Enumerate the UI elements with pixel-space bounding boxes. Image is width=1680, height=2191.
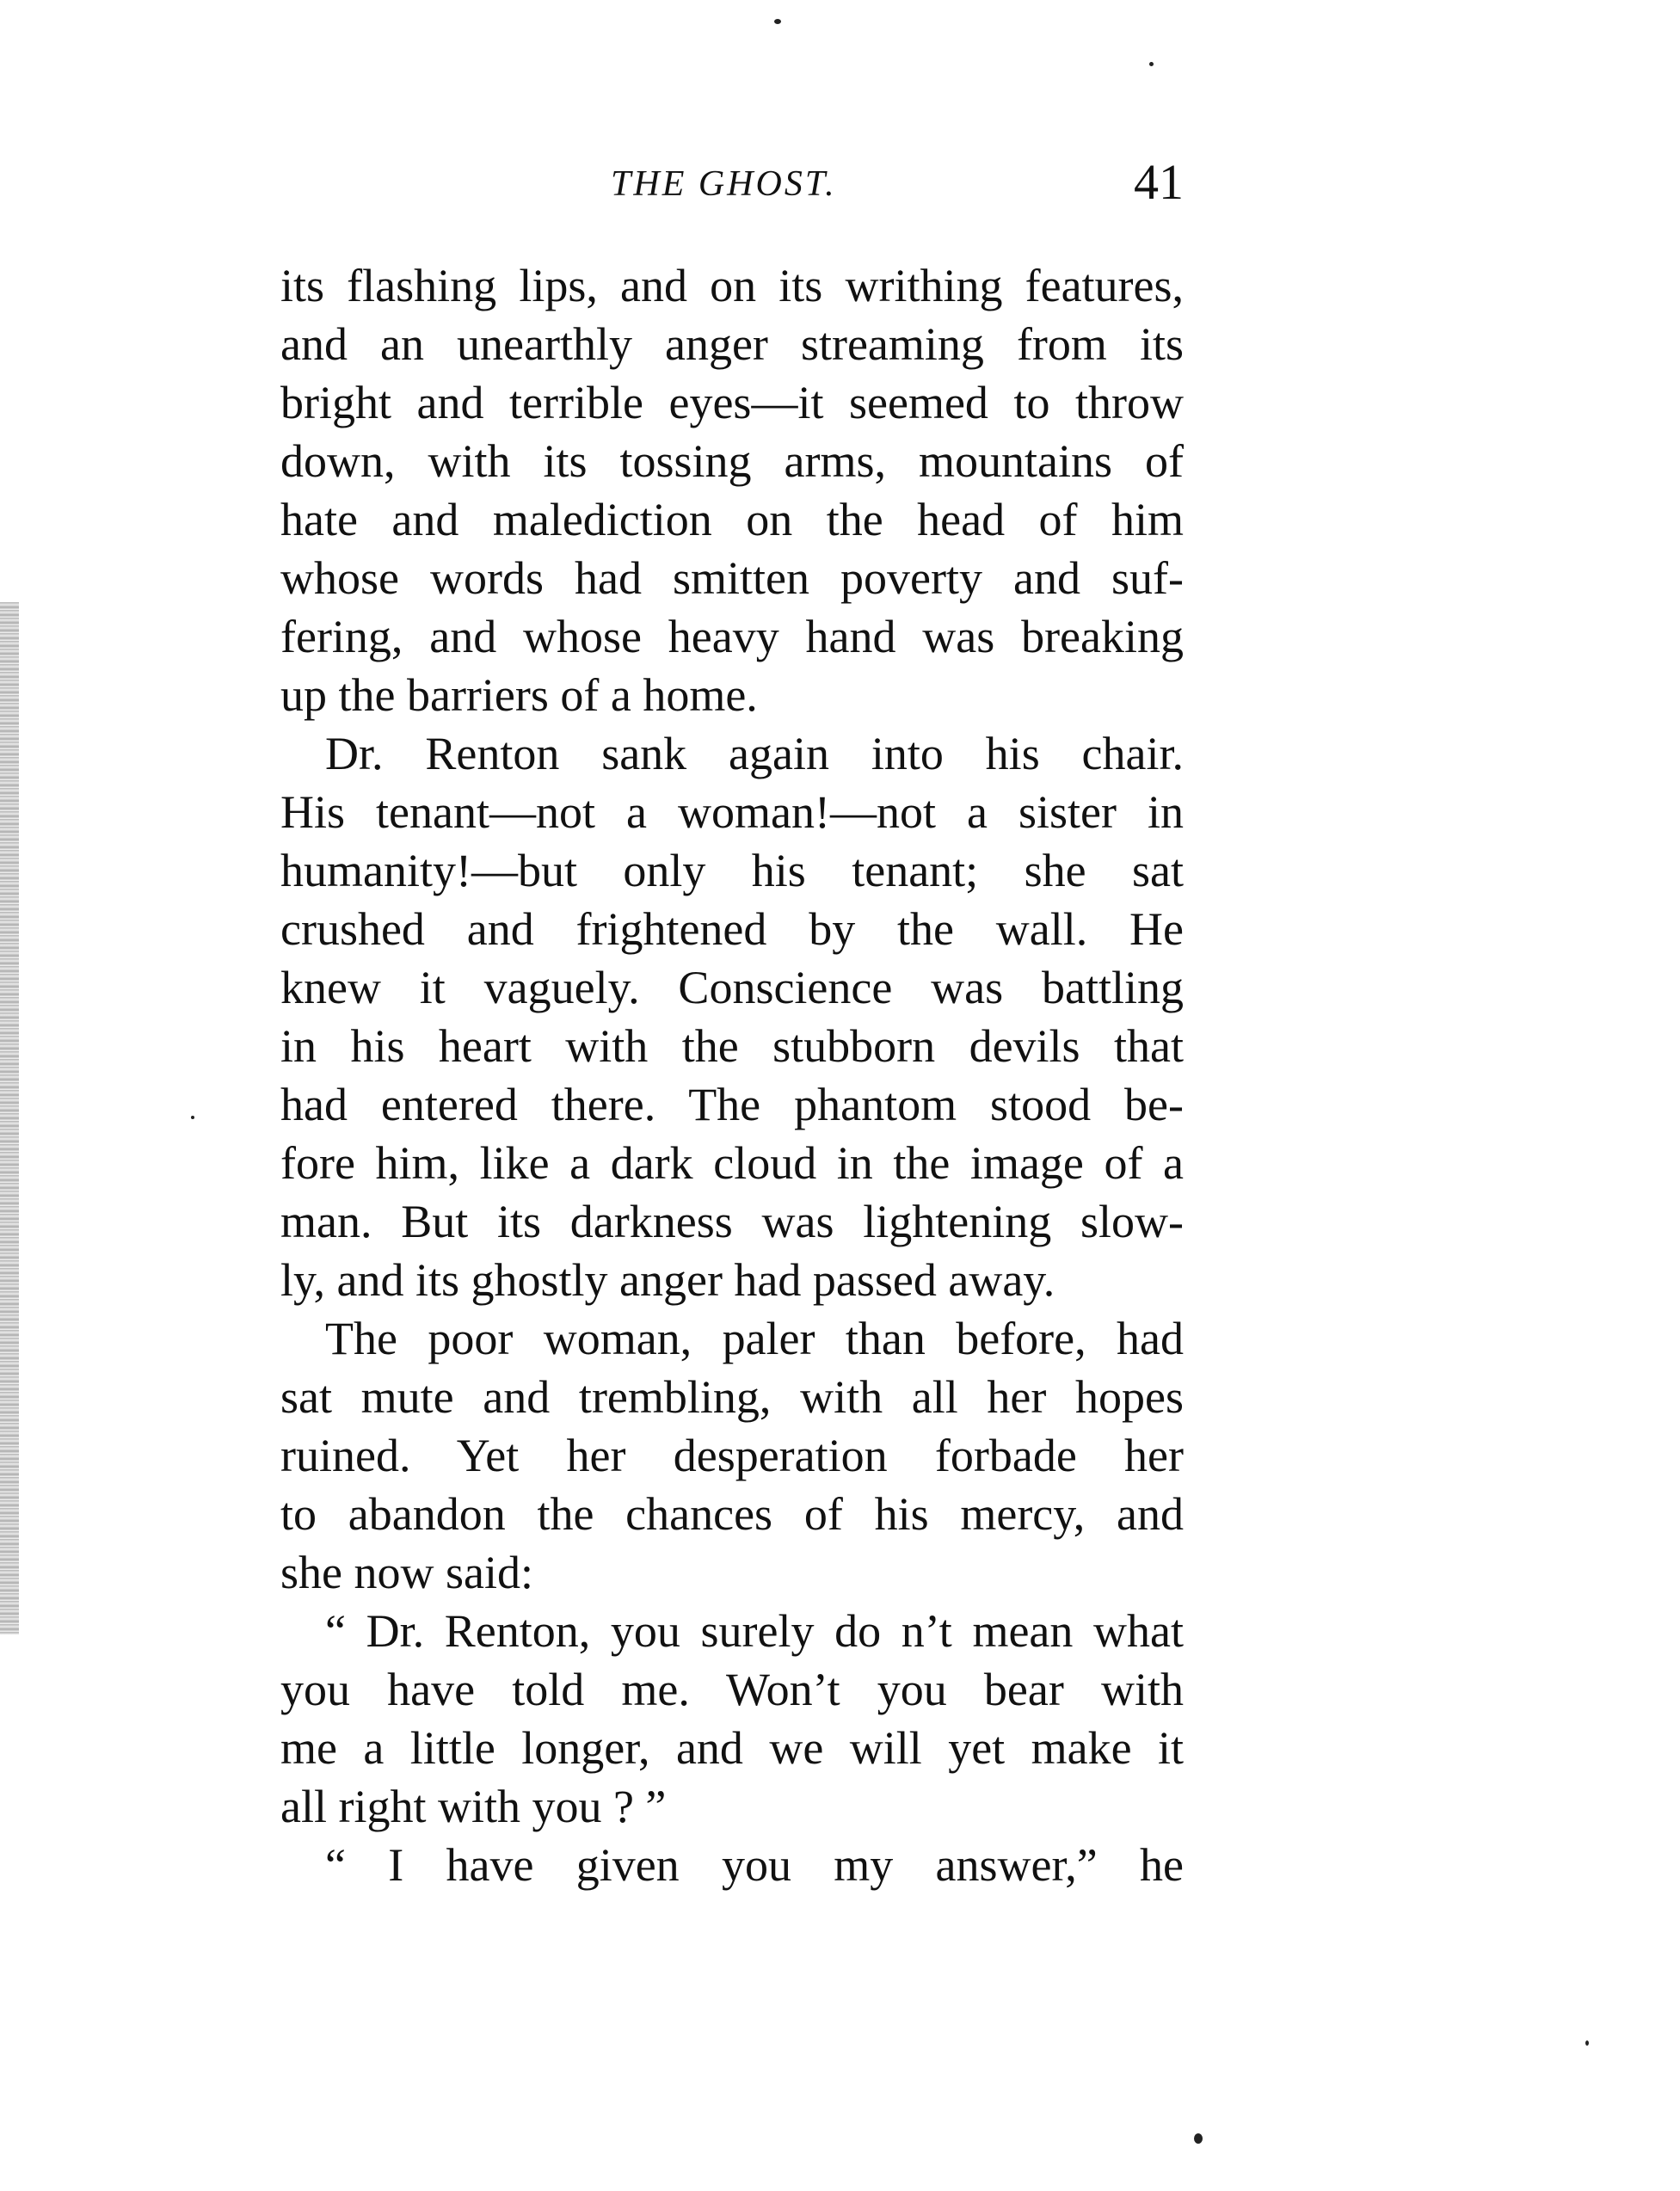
- text-line: up the barriers of a home.: [280, 669, 758, 721]
- text-line: fering, and whose heavy hand was breaking: [280, 611, 1184, 662]
- text-line: its flashing lips, and on its writhing features,: [280, 260, 1184, 311]
- text-line: humanity!—but only his tenant; she sat: [280, 845, 1184, 896]
- text-line: whose words had smitten poverty and suf-: [280, 552, 1184, 604]
- text-line: The poor woman, paler than before, had: [325, 1313, 1184, 1364]
- ink-speck: [774, 19, 781, 24]
- text-line: fore him, like a dark cloud in the image of a: [280, 1137, 1184, 1189]
- text-line: hate and malediction on the head of him: [280, 494, 1184, 545]
- text-line: to abandon the chances of his mercy, and: [280, 1488, 1184, 1540]
- scan-binding-edge: [0, 602, 19, 1634]
- text-line: ly, and its ghostly anger had passed away.: [280, 1254, 1055, 1306]
- ink-speck: [1194, 2133, 1203, 2144]
- ink-speck: [1149, 62, 1154, 66]
- text-line: knew it vaguely. Conscience was battling: [280, 962, 1184, 1013]
- text-line: “ Dr. Renton, you surely do n’t mean what: [325, 1605, 1184, 1657]
- ink-speck: [1585, 2040, 1589, 2046]
- text-line: had entered there. The phantom stood be-: [280, 1079, 1184, 1130]
- text-line: you have told me. Won’t you bear with: [280, 1664, 1184, 1715]
- page-number: 41: [1134, 154, 1184, 210]
- text-line: His tenant—not a woman!—not a sister in: [280, 786, 1184, 838]
- text-line: in his heart with the stubborn devils that: [280, 1020, 1184, 1072]
- text-line: down, with its tossing arms, mountains of: [280, 435, 1184, 487]
- text-line: “ I have given you my answer,” he: [325, 1839, 1184, 1891]
- text-line: she now said:: [280, 1547, 533, 1598]
- text-line: sat mute and trembling, with all her hopes: [280, 1371, 1184, 1423]
- running-head: THE GHOST.: [611, 164, 837, 204]
- text-line: all right with you ? ”: [280, 1781, 667, 1832]
- text-line: crushed and frightened by the wall. He: [280, 903, 1184, 955]
- ink-speck: [191, 1116, 194, 1119]
- text-line: me a little longer, and we will yet make it: [280, 1722, 1184, 1774]
- text-line: man. But its darkness was lightening slow-: [280, 1196, 1184, 1247]
- text-line: bright and terrible eyes—it seemed to throw: [280, 377, 1184, 428]
- text-line: Dr. Renton sank again into his chair.: [325, 728, 1184, 779]
- body-text: [280, 256, 1184, 1894]
- text-line: and an unearthly anger streaming from its: [280, 318, 1184, 370]
- text-line: ruined. Yet her desperation forbade her: [280, 1430, 1184, 1481]
